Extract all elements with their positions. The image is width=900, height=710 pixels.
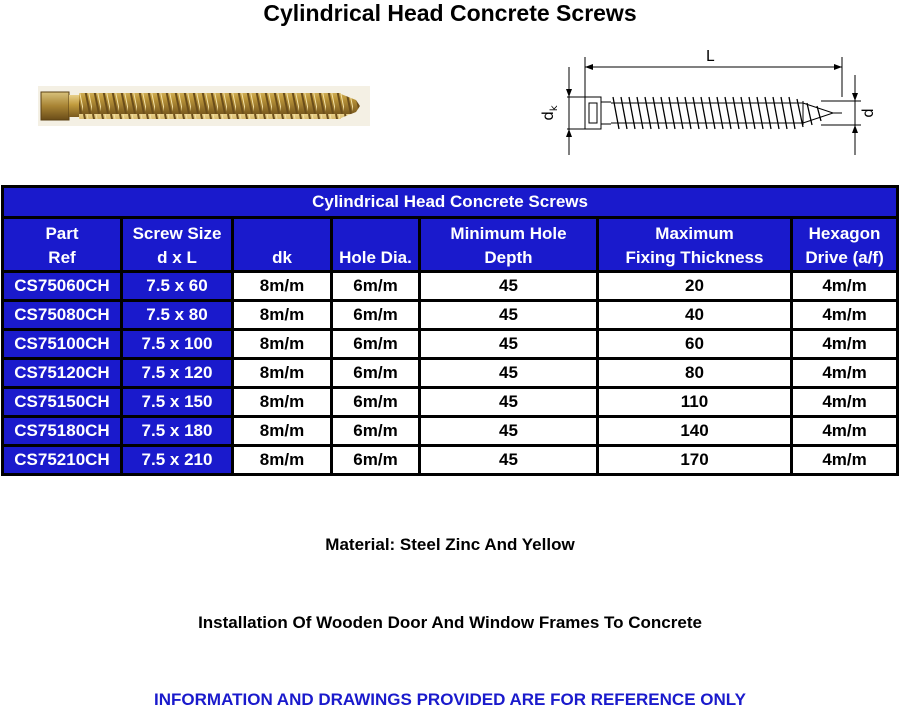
table-row bbox=[4, 273, 896, 299]
table-cell-dk: 8m/m bbox=[234, 302, 330, 328]
table-cell-ref: CS75100CH bbox=[4, 331, 120, 357]
table-row bbox=[4, 418, 896, 444]
table-cell-size: 7.5 x 180 bbox=[123, 418, 231, 444]
column-header bbox=[123, 219, 231, 270]
table-cell-thickness: 110 bbox=[599, 389, 790, 415]
table-cell-dk: 8m/m bbox=[234, 331, 330, 357]
table-cell-hole: 6m/m bbox=[333, 360, 418, 386]
screw-dimension-drawing-icon bbox=[533, 45, 877, 157]
table-cell-thickness: 140 bbox=[599, 418, 790, 444]
table-cell-thickness: 60 bbox=[599, 331, 790, 357]
column-header-line1: Part bbox=[45, 224, 79, 243]
table-cell-thickness: 40 bbox=[599, 302, 790, 328]
column-header-line2: Ref bbox=[48, 248, 76, 267]
table-cell-hole: 6m/m bbox=[333, 331, 418, 357]
column-header-line2: Depth bbox=[484, 248, 533, 267]
table-cell-size: 7.5 x 100 bbox=[123, 331, 231, 357]
column-header-line2: Hole Dia. bbox=[339, 248, 412, 267]
table-cell-dk: 8m/m bbox=[234, 447, 330, 473]
table-cell-size: 7.5 x 210 bbox=[123, 447, 231, 473]
application-note: Installation Of Wooden Door And Window Frames To Concrete bbox=[198, 613, 702, 632]
table-cell-dk: 8m/m bbox=[234, 273, 330, 299]
table-row bbox=[4, 447, 896, 473]
table-cell-thickness: 80 bbox=[599, 360, 790, 386]
table-cell-depth: 45 bbox=[421, 389, 596, 415]
table-cell-ref: CS75120CH bbox=[4, 360, 120, 386]
table-cell-hole: 6m/m bbox=[333, 389, 418, 415]
column-header-line1: Screw Size bbox=[132, 224, 222, 243]
head-diameter-subscript: k bbox=[549, 105, 560, 112]
column-header-line1: Minimum Hole bbox=[450, 224, 567, 243]
column-header bbox=[793, 219, 896, 270]
column-header bbox=[4, 219, 120, 270]
specification-table bbox=[1, 185, 899, 476]
column-header bbox=[234, 219, 330, 270]
table-cell-hole: 6m/m bbox=[333, 447, 418, 473]
table-cell-hole: 6m/m bbox=[333, 302, 418, 328]
column-header-line2: d x L bbox=[157, 248, 197, 267]
table-caption: Cylindrical Head Concrete Screws bbox=[4, 188, 896, 216]
column-header bbox=[333, 219, 418, 270]
column-header-line1: Maximum bbox=[655, 224, 734, 243]
table-cell-hole: 6m/m bbox=[333, 273, 418, 299]
table-cell-thickness: 170 bbox=[599, 447, 790, 473]
material-note: Material: Steel Zinc And Yellow bbox=[325, 535, 575, 554]
table-cell-drive: 4m/m bbox=[793, 447, 896, 473]
table-cell-drive: 4m/m bbox=[793, 302, 896, 328]
table-cell-depth: 45 bbox=[421, 418, 596, 444]
svg-text:dk bbox=[539, 105, 560, 121]
table-cell-ref: CS75080CH bbox=[4, 302, 120, 328]
table-cell-ref: CS75150CH bbox=[4, 389, 120, 415]
table-cell-size: 7.5 x 120 bbox=[123, 360, 231, 386]
column-header-line1: Hexagon bbox=[808, 224, 881, 243]
column-header bbox=[421, 219, 596, 270]
table-cell-ref: CS75060CH bbox=[4, 273, 120, 299]
table-cell-drive: 4m/m bbox=[793, 389, 896, 415]
table-cell-ref: CS75180CH bbox=[4, 418, 120, 444]
table-cell-drive: 4m/m bbox=[793, 360, 896, 386]
column-header bbox=[599, 219, 790, 270]
length-label: L bbox=[705, 47, 715, 65]
table-cell-size: 7.5 x 80 bbox=[123, 302, 231, 328]
table-row bbox=[4, 389, 896, 415]
table-cell-depth: 45 bbox=[421, 302, 596, 328]
table-cell-depth: 45 bbox=[421, 360, 596, 386]
table-cell-drive: 4m/m bbox=[793, 418, 896, 444]
table-cell-drive: 4m/m bbox=[793, 331, 896, 357]
table-cell-ref: CS75210CH bbox=[4, 447, 120, 473]
head-diameter-label: d bbox=[539, 111, 557, 121]
table-cell-drive: 4m/m bbox=[793, 273, 896, 299]
table-cell-thickness: 20 bbox=[599, 273, 790, 299]
column-header-line2: dk bbox=[272, 248, 292, 267]
table-cell-dk: 8m/m bbox=[234, 418, 330, 444]
table-cell-dk: 8m/m bbox=[234, 389, 330, 415]
table-row bbox=[4, 360, 896, 386]
page-title: Cylindrical Head Concrete Screws bbox=[263, 0, 637, 26]
diameter-label: d bbox=[859, 108, 877, 118]
table-row bbox=[4, 302, 896, 328]
table-cell-dk: 8m/m bbox=[234, 360, 330, 386]
column-header-line2: Fixing Thickness bbox=[625, 248, 764, 267]
table-row bbox=[4, 331, 896, 357]
table-cell-hole: 6m/m bbox=[333, 418, 418, 444]
table-cell-depth: 45 bbox=[421, 447, 596, 473]
table-cell-depth: 45 bbox=[421, 331, 596, 357]
table-cell-size: 7.5 x 150 bbox=[123, 389, 231, 415]
table-cell-size: 7.5 x 60 bbox=[123, 273, 231, 299]
concrete-screw-photo-icon bbox=[38, 84, 370, 128]
table-header-row bbox=[4, 219, 896, 270]
column-header-line2: Drive (a/f) bbox=[805, 248, 884, 267]
table-cell-depth: 45 bbox=[421, 273, 596, 299]
disclaimer-note: INFORMATION AND DRAWINGS PROVIDED ARE FOR REFERENCE ONLY bbox=[154, 690, 746, 709]
